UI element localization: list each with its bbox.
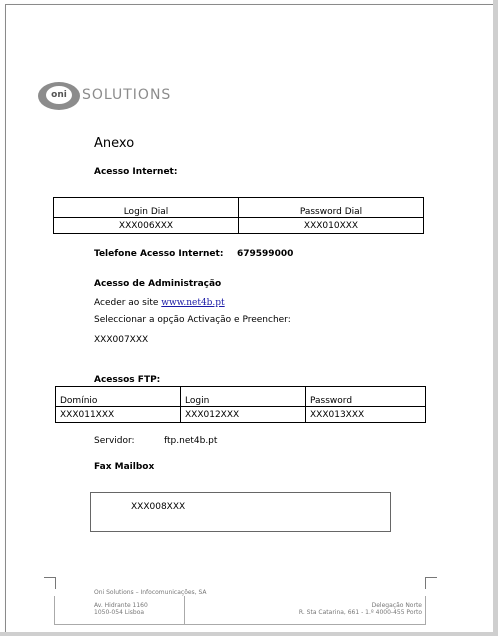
page-shadow-bottom bbox=[0, 632, 498, 636]
admin-line-1-prefix: Aceder ao site bbox=[94, 298, 162, 308]
footer-company: Oni Solutions – Infocomunicações, SA bbox=[94, 589, 207, 596]
admin-heading: Acesso de Administração bbox=[94, 279, 222, 289]
internet-password-value: XXX010XXX bbox=[239, 218, 424, 234]
footer-divider bbox=[184, 596, 185, 624]
ftp-heading: Acessos FTP: bbox=[94, 375, 161, 385]
ftp-server-label: Servidor: bbox=[94, 436, 135, 446]
margin-mark-left bbox=[44, 577, 56, 589]
footer-left-line-1: Av. Hidrante 1160 bbox=[94, 602, 148, 609]
internet-heading: Acesso Internet: bbox=[94, 167, 178, 177]
admin-line-2: Seleccionar a opção Activação e Preencher: bbox=[94, 315, 291, 325]
ftp-login-value: XXX012XXX bbox=[181, 407, 306, 423]
internet-table bbox=[53, 197, 424, 234]
internet-login-value: XXX006XXX bbox=[54, 218, 239, 234]
ftp-header-password: Password bbox=[306, 387, 426, 407]
phone-value: 679599000 bbox=[237, 249, 294, 259]
ftp-domain-value: XXX011XXX bbox=[56, 407, 181, 423]
internet-header-password: Password Dial bbox=[239, 198, 424, 218]
ftp-password-value: XXX013XXX bbox=[306, 407, 426, 423]
logo-mark-text: oni bbox=[46, 86, 72, 104]
ftp-header-login: Login bbox=[181, 387, 306, 407]
phone-label: Telefone Acesso Internet: bbox=[94, 249, 224, 259]
internet-header-login: Login Dial bbox=[54, 198, 239, 218]
ftp-table bbox=[55, 386, 426, 423]
footer-right-line-2: R. Sta Catarina, 661 - 1.º 4000-455 Porto bbox=[298, 609, 422, 616]
admin-line-1 bbox=[94, 298, 225, 308]
footer-right-line-1: Delegação Norte bbox=[371, 602, 422, 609]
ftp-server-value: ftp.net4b.pt bbox=[164, 436, 218, 446]
page-title: Anexo bbox=[94, 136, 135, 151]
page-shadow-right bbox=[493, 0, 498, 636]
logo-text: SOLUTIONS bbox=[82, 87, 172, 103]
fax-box bbox=[90, 492, 391, 532]
fax-value: XXX008XXX bbox=[131, 502, 186, 512]
ftp-header-domain: Domínio bbox=[56, 387, 181, 407]
admin-code: XXX007XXX bbox=[94, 335, 149, 345]
fax-heading: Fax Mailbox bbox=[94, 462, 155, 472]
margin-mark-right bbox=[425, 577, 437, 589]
footer-left-line-2: 1050-054 Lisboa bbox=[94, 609, 145, 616]
admin-site-link[interactable]: www.net4b.pt bbox=[161, 298, 225, 308]
logo-mark bbox=[38, 82, 80, 110]
